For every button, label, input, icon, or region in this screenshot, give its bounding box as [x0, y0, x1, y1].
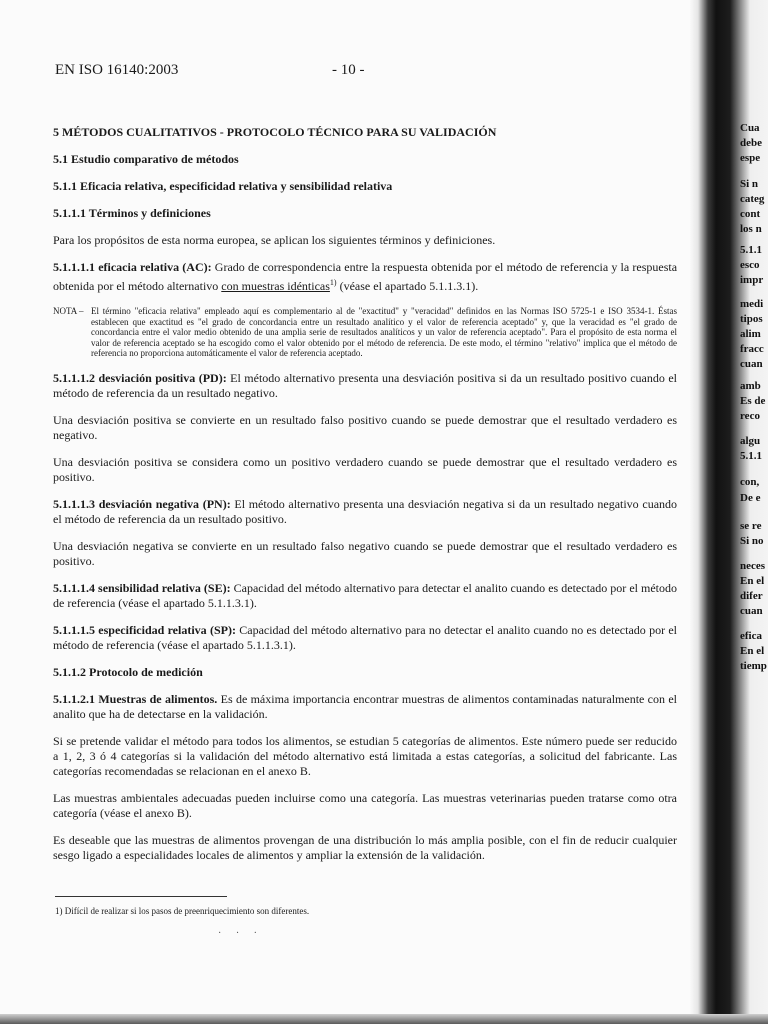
footnote: 1) Difícil de realizar si los pasos de preenriquecimiento son diferentes. — [55, 906, 310, 916]
facing-page-fragment: cuan — [740, 358, 763, 370]
facing-page-fragment: con, — [740, 476, 760, 488]
facing-page-fragment: tiemp — [740, 660, 767, 672]
facing-page-fragment: amb — [740, 380, 761, 392]
facing-page-fragment: En el — [740, 575, 765, 587]
facing-page-fragment: tipos — [740, 313, 763, 325]
facing-page-fragment: 5.1.1 — [740, 244, 762, 256]
term-name: especificidad relativa (SP): — [98, 622, 236, 637]
standard-reference: EN ISO 16140:2003 — [55, 62, 179, 78]
facing-page-fragment: esco — [740, 259, 760, 271]
facing-page-fragment: alim — [740, 328, 761, 340]
facing-page-fragment: debe — [740, 137, 762, 149]
scan-speckles: · · · — [218, 928, 263, 939]
facing-page-fragment: impr — [740, 274, 764, 286]
paragraph: Una desviación positiva se considera como un positivo verdadero cuando se puede demostrar que el resultado verdadero es positivo. — [53, 454, 677, 484]
document-body — [53, 125, 677, 875]
note-block — [53, 306, 677, 359]
paragraph: Es deseable que las muestras de alimentos provengan de una distribución lo más amplia posible, con el fin de reducir cualquier sesgo ligado a especialidades locales de alimentos y ampliar la extensión de la validación. — [53, 832, 677, 862]
facing-page-fragment: reco — [740, 410, 760, 422]
term-name: desviación negativa (PN): — [98, 496, 231, 511]
paragraph: Las muestras ambientales adecuadas pueden incluirse como una categoría. Las muestras veterinarias pueden tratarse como otra categoría (véase el anexo B). — [53, 790, 677, 820]
facing-page-fragment: categ — [740, 193, 765, 205]
facing-page-fragment: 5.1.1 — [740, 450, 762, 462]
section-heading-5-1-1: 5.1.1 Eficacia relativa, especificidad relativa y sensibilidad relativa — [53, 179, 393, 193]
definition-relative-accuracy — [53, 260, 677, 294]
facing-page-fragment: difer — [740, 590, 763, 602]
clause-number: 5.1.1.1.2 — [53, 370, 95, 385]
paragraph: Si se pretende validar el método para todos los alimentos, se estudian 5 categorías de alimentos. Este número puede ser reducido a 1, 2, 3 ó 4 categorías si la validación del método alternativo está limitada a estas categorías, a solicitud del fabricante. Las categorías recomendadas se relacionan en el anexo B. — [53, 733, 677, 778]
facing-page-fragment: Es de — [740, 395, 766, 407]
facing-page-fragment: los n — [740, 223, 762, 235]
definition-text: Grado de correspondencia entre la respuesta obtenida por el método de referencia y la respuesta obtenida por el método alternativo — [53, 260, 678, 293]
term-name: eficacia relativa (AC): — [98, 260, 212, 274]
section-heading-5-1: 5.1 Estudio comparativo de métodos — [53, 152, 239, 166]
definition-text: Capacidad del método alternativo para detectar el analito cuando es detectado por el método de referencia (véase el apartado 5.1.1.3.1). — [53, 580, 678, 610]
clause-food-samples — [53, 692, 677, 722]
term-name: Muestras de alimentos. — [98, 691, 218, 706]
scan-bottom-edge — [0, 1014, 768, 1024]
definition-relative-sensitivity — [53, 581, 677, 611]
definition-text: El método alternativo presenta una desviación negativa si da un resultado negativo cuando el método de referencia da un resultado positivo. — [53, 496, 678, 526]
term-name: desviación positiva (PD): — [98, 370, 227, 385]
definition-text: Capacidad del método alternativo para no detectar el analito cuando no es detectado por el método de referencia (véase el apartado 5.1.1.3.1). — [53, 622, 678, 652]
definition-positive-deviation — [53, 371, 677, 401]
term-name: sensibilidad relativa (SE): — [98, 580, 231, 595]
facing-page-fragment: cont — [740, 208, 761, 220]
clause-number: 5.1.1.1.3 — [53, 496, 95, 511]
section-heading-5-1-1-2: 5.1.1.2 Protocolo de medición — [53, 664, 203, 679]
section-heading-5-1-1-1: 5.1.1.1 Términos y definiciones — [53, 206, 211, 220]
facing-page-fragment: De e — [740, 492, 761, 504]
definition-negative-deviation — [53, 497, 677, 527]
definition-text-tail: (véase el apartado 5.1.1.3.1). — [336, 279, 479, 293]
facing-page-fragment: espe — [740, 152, 761, 164]
footnote-separator — [55, 896, 227, 897]
facing-page-fragment: se re — [740, 520, 762, 532]
facing-page-fragment: Si n — [740, 178, 759, 190]
footnote-reference: 1) — [329, 278, 337, 287]
clause-number: 5.1.1.2.1 — [53, 691, 95, 706]
facing-page-fragment: Cua — [740, 122, 760, 134]
underlined-phrase: con muestras idénticas — [221, 279, 330, 293]
note-label: NOTA – — [53, 306, 84, 316]
paragraph: Una desviación positiva se convierte en un resultado falso positivo cuando se puede demostrar que el resultado verdadero es negativo. — [53, 412, 677, 442]
facing-page-fragment: algu — [740, 435, 761, 447]
facing-page-fragment: En el — [740, 645, 765, 657]
definitions-intro: Para los propósitos de esta norma europea, se aplican los siguientes términos y definiciones. — [53, 233, 496, 247]
clause-number: 5.1.1.1.4 — [53, 580, 95, 595]
facing-page-fragment: fracc — [740, 343, 764, 355]
facing-page-fragment: efica — [740, 630, 762, 642]
definition-relative-specificity — [53, 623, 677, 653]
clause-text: Es de máxima importancia encontrar muestras de alimentos contaminadas naturalmente con el analito que ha de detectarse en la validación. — [53, 691, 677, 721]
section-heading-5: 5 MÉTODOS CUALITATIVOS - PROTOCOLO TÉCNICO PARA SU VALIDACIÓN — [53, 125, 497, 139]
definition-text: El método alternativo presenta una desviación positiva si da un resultado positivo cuando el método de referencia da un resultado negativo. — [53, 370, 678, 400]
facing-page-fragment: neces — [740, 560, 766, 572]
facing-page-fragment: medi — [740, 298, 764, 310]
clause-number: 5.1.1.1.5 — [53, 622, 95, 637]
clause-number: 5.1.1.1.1 — [53, 260, 95, 274]
note-text: El término "eficacia relativa" empleado aquí es complementario al de "exactitud" y "veracidad" definidos en las Normas ISO 5725-1 e ISO 3534-1. Éstas establecen que exactitud es "el grado de concordancia entre un resultado analítico y el valor de referencia aceptado" y, que la veracidad es "el grado de concordancia entre el valor medio obtenido de una amplia serie de resultados analíticos y un valor de referencia aceptado". Para el propósito de esta norma el valor de referencia aceptado se ha escogido como el valor obtenido por el método de referencia. De este modo, el término "relativo" implica que el método de referencia no proporciona automáticamente el valor de referencia aceptado. — [91, 306, 677, 358]
paragraph: Una desviación negativa se convierte en un resultado falso negativo cuando se puede demostrar que el resultado verdadero es positivo. — [53, 538, 677, 568]
page-number: - 10 - — [332, 62, 365, 78]
facing-page-fragment: Si no — [740, 535, 764, 547]
facing-page-fragment: cuan — [740, 605, 763, 617]
